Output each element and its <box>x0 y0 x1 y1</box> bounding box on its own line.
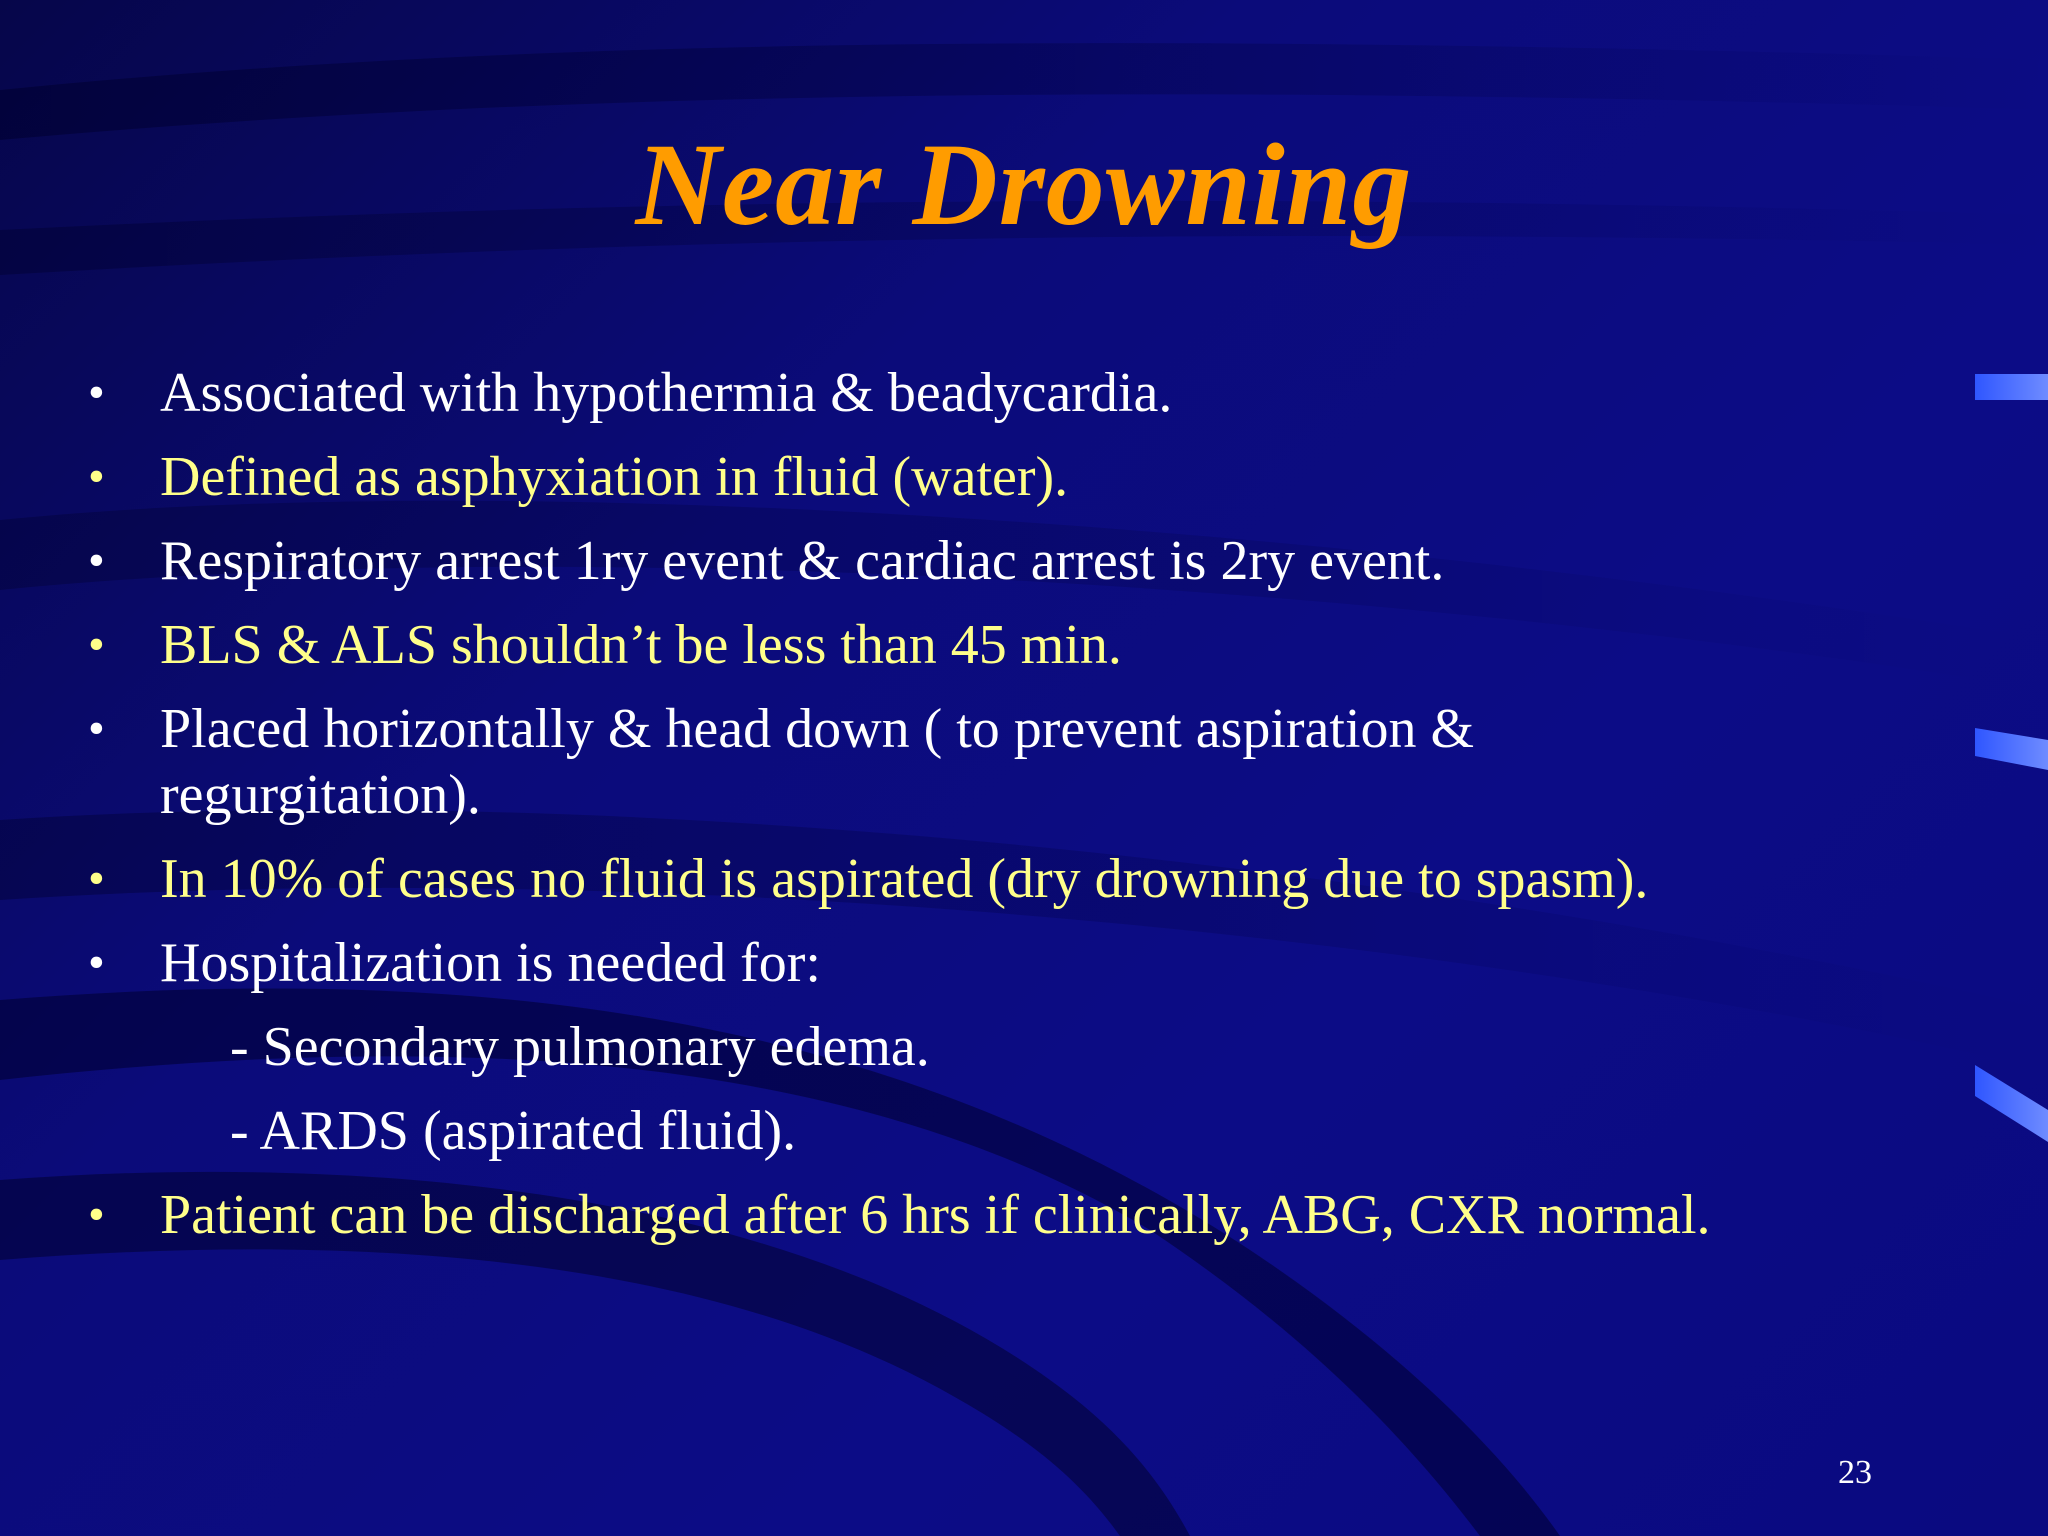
bullet-text: Respiratory arrest 1ry event & cardiac arrest is 2ry event. <box>160 530 1445 592</box>
bullet-item <box>88 444 1948 510</box>
bullet-item <box>88 612 1948 678</box>
bullet-item <box>88 846 1948 912</box>
bullet-dot-icon: • <box>88 450 105 503</box>
bullet-item <box>88 930 1948 996</box>
bullet-text: Defined as asphyxiation in fluid (water). <box>160 446 1069 508</box>
bullet-text: Patient can be discharged after 6 hrs if clinically, ABG, CXR normal. <box>160 1184 1711 1246</box>
sub-item: - Secondary pulmonary edema. <box>230 1016 930 1078</box>
bullet-text: Associated with hypothermia & beadycardia. <box>160 362 1173 424</box>
bullet-text: In 10% of cases no fluid is aspirated (dry drowning due to spasm). <box>160 848 1649 910</box>
bullet-dot-icon: • <box>88 366 105 419</box>
bullet-dot-icon: • <box>88 852 105 905</box>
accent-bar <box>1975 1065 2048 1142</box>
bullet-list <box>88 360 1948 1266</box>
bullet-dot-icon: • <box>88 936 105 989</box>
bullet-text: Placed horizontally & head down ( to prevent aspiration & regurgitation). <box>160 698 1475 826</box>
bullet-item <box>88 696 1760 828</box>
slide-title: Near Drowning <box>635 119 1413 250</box>
bullet-item <box>88 528 1948 594</box>
bullet-text: Hospitalization is needed for: <box>160 932 821 994</box>
accent-bar <box>1975 728 2048 770</box>
bullet-dot-icon: • <box>88 534 105 587</box>
page-number: 23 <box>1838 1454 1872 1491</box>
bullet-item <box>88 1182 1948 1248</box>
sub-item: - ARDS (aspirated fluid). <box>230 1100 797 1162</box>
bullet-dot-icon: • <box>88 618 105 671</box>
accent-bar <box>1975 374 2048 400</box>
bullet-item <box>88 360 1948 426</box>
bullet-dot-icon: • <box>88 1188 105 1241</box>
bullet-text: BLS & ALS shouldn’t be less than 45 min. <box>160 614 1122 676</box>
bullet-dot-icon: • <box>88 702 105 755</box>
